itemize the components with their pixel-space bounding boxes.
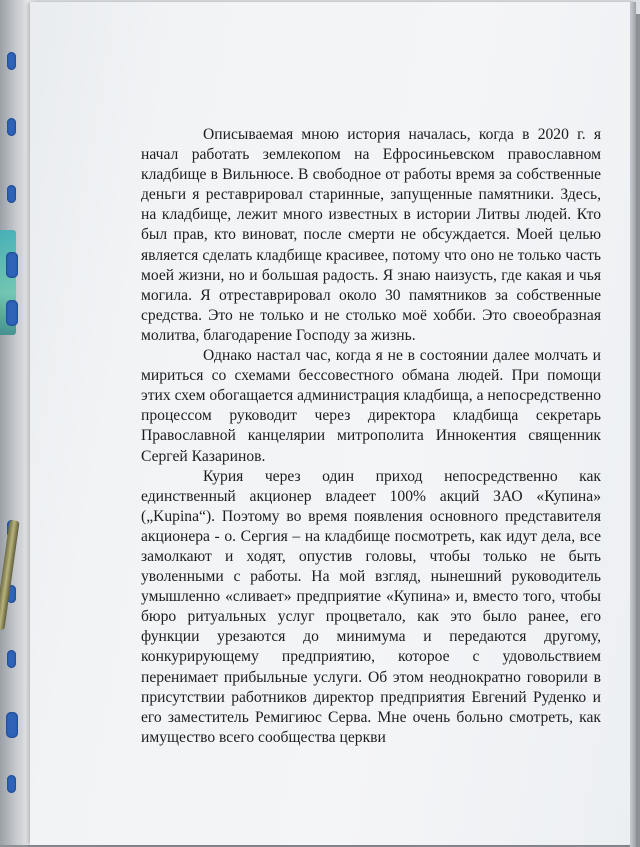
punch-hole: [6, 252, 18, 278]
punch-hole: [7, 650, 16, 668]
metal-clip: [0, 520, 20, 630]
punch-hole: [7, 118, 16, 136]
paragraph: Описываемая мною история началась, когда в 2020 г. я начал работать землекопом на Ефросиньевском православном кладбище в Вильнюсе. В свободное от работы время за собственные деньги я реставрировал старинные, запущенные памятники. Здесь, на кладбище, лежит много известных в истории Литвы людей. Кто был прав, кто виноват, после смерти не обсуждается. Моей целью является сделать кладбище красивее, потому что оно не только часть моей жизни, но и большая радость. Я знаю наизусть, где какая и чья могила. Я отреставрировал около 30 памятников за собственные средства. Это не только и не столько моё хобби. Это своеобразная молитва, благодарение Господу за жизнь.: [141, 126, 601, 344]
paragraph: Однако настал час, когда я не в состоянии далее молчать и мириться со схемами бессовестного обмана людей. При помощи этих схем обогащается администрация кладбища, а непосредственно процессом руководит через директора кладбища секретарь Православной канцелярии митрополита Иннокентия священник Сергей Казаринов.: [141, 347, 601, 465]
page-right-edge: [630, 2, 636, 847]
punch-hole: [7, 52, 16, 70]
punch-hole: [7, 185, 16, 203]
document-body: [141, 125, 601, 748]
paragraph: Курия через один приход непосредственно как единственный акционер владеет 100% акций ЗАО «Купина» („Kupina“). Поэтому во время появления основного представителя акционера - о. Сергия – на кладбище посмотреть, как идут дела, все замолкают и ходят, опустив головы, чтобы только не быть уволенными с работы. На мой взгляд, нынешний руководитель умышленно «сливает» предприятие «Купина» и, вместо того, чтобы бюро ритуальных услуг процветало, как это было ранее, его функции урезаются до минимума и передаются другому, конкурирующему предприятию, которое с удовольствием перенимает прибыльные услуги. Об этом неоднократно говорили в присутствии работников директор предприятия Евгений Руденко и его заместитель Ремигиюс Серва. Мне очень больно смотреть, как имущество всего сообщества церкви: [141, 467, 601, 746]
punch-hole: [7, 775, 16, 793]
punch-hole: [6, 300, 18, 326]
punch-hole: [6, 712, 18, 738]
